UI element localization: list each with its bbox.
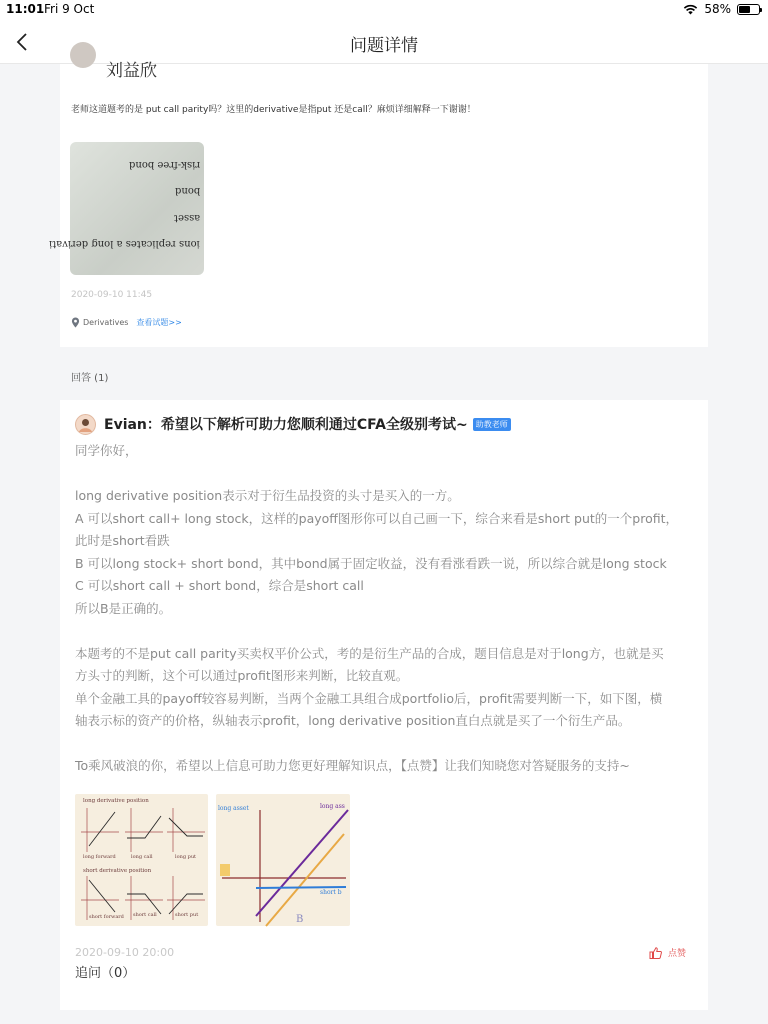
answer-blank-line <box>75 463 695 486</box>
image-text-line: asset <box>173 212 200 223</box>
like-button[interactable] <box>649 946 686 959</box>
question-tag-row <box>71 317 182 328</box>
sketch-label: long put <box>175 854 197 860</box>
image-text-line: risk-free bond <box>128 159 200 170</box>
topic-tag: Derivatives <box>83 318 129 327</box>
followup-button[interactable]: 追问（0） <box>75 966 136 981</box>
question-image[interactable] <box>49 142 204 275</box>
status-time: 11:01 <box>6 2 45 16</box>
battery-icon <box>737 4 760 15</box>
like-label: 点赞 <box>667 949 686 959</box>
avatar-face-icon <box>76 415 95 434</box>
answer-author: Evian：希望以下解析可助力您顺利通过CFA全级别考试~ <box>104 417 468 433</box>
answer-line: To乘风破浪的你，希望以上信息可助力您更好理解知识点，【点赞】让我们知晓您对答疑服务的支持~ <box>75 758 630 773</box>
answers-count-header: 回答 (1) <box>71 373 109 384</box>
answer-author-line <box>104 414 511 434</box>
answer-avatar <box>75 414 96 435</box>
role-badge: 助教老师 <box>473 418 511 431</box>
profit-sketch-image[interactable] <box>216 794 350 926</box>
answer-blank-line <box>75 733 695 756</box>
status-date: Fri 9 Oct <box>44 2 95 16</box>
question-avatar <box>70 42 96 68</box>
question-author: 刘益欣 <box>106 61 157 81</box>
wifi-icon <box>683 4 698 15</box>
question-text: 老师这道题考的是 put call parity吗？这里的derivative是指put 还是call？麻烦详细解释一下谢谢！ <box>71 105 476 115</box>
answer-line: B 可以long stock+ short bond，其中bond属于固定收益，没有看涨看跌一说，所以综合就是long stock <box>75 555 667 571</box>
sketch-label: B <box>296 914 304 925</box>
answer-line: 此时是short看跌 <box>75 533 170 548</box>
sketch-label: short b <box>320 889 342 896</box>
location-pin-icon <box>71 317 80 328</box>
sketch-label: long derivative position <box>83 798 149 804</box>
sketch-label: short call <box>133 912 157 918</box>
view-question-link[interactable]: 查看试题>> <box>136 318 182 327</box>
answer-line: 所以B是正确的。 <box>75 600 172 616</box>
sketch-label: short put <box>175 912 199 918</box>
answer-line: 轴表示标的资产的价格，纵轴表示profit，long derivative position直白点就是买了一个衍生产品。 <box>75 713 631 728</box>
sketch-label: long forward <box>83 854 116 860</box>
image-text-line: ions replicates a long derivati <box>49 238 200 249</box>
question-date: 2020-09-10 11:45 <box>71 290 153 300</box>
answer-line: long derivative position表示对于衍生品投资的头寸是买入的一方。 <box>75 488 460 503</box>
status-right <box>683 2 760 16</box>
question-card <box>49 61 708 347</box>
answer-line: 单个金融工具的payoff较容易判断，当两个金融工具组合成portfolio后，profit需要判断一下，如下图，横 <box>75 690 663 706</box>
answer-line: A 可以short call+ long stock，这样的payoff图形你可以自己画一下，综合来看是short put的一个profit， <box>75 510 678 526</box>
answer-card <box>60 400 708 1010</box>
battery-percent: 58% <box>704 2 731 16</box>
answer-date: 2020-09-10 20:00 <box>75 946 175 959</box>
answer-line: C 可以short call + short bond，综合是short call <box>75 578 364 593</box>
answer-line: 方头寸的判断，这个可以通过profit图形来判断，比较直观。 <box>75 668 409 683</box>
page-title: 问题详情 <box>350 36 418 56</box>
status-bar <box>0 0 768 20</box>
thumbs-up-icon <box>649 947 662 959</box>
answer-blank-line <box>75 620 695 643</box>
sketch-label: long ass <box>320 803 345 810</box>
answer-line: 本题考的不是put call parity买卖权平价公式，考的是衍生产品的合成，题目信息是对于long方，也就是买 <box>75 645 664 661</box>
sketch-label: long call <box>131 854 153 860</box>
answer-line: 同学你好， <box>75 443 138 458</box>
image-text-line: bond <box>174 185 200 196</box>
answer-body <box>75 440 695 778</box>
sketch-label: long asset <box>218 805 249 812</box>
sketch-label: short derivative position <box>83 868 152 874</box>
payoff-sketch-image[interactable] <box>75 794 208 926</box>
sketch-label: short forward <box>89 914 124 920</box>
